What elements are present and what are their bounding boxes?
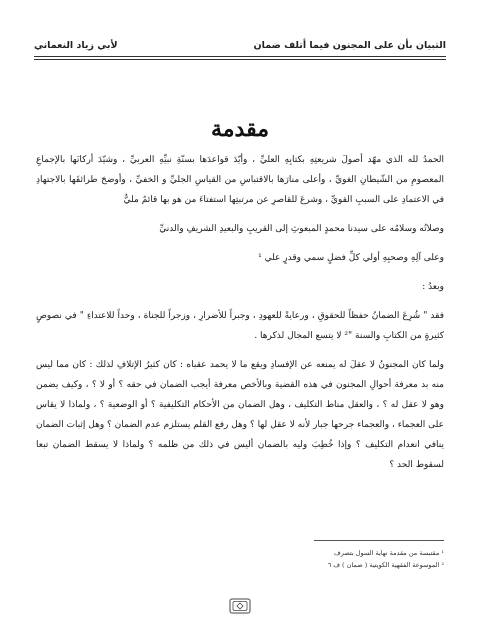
footnote-2: ² الموسوعة الفقهية الكويتية ( ضمان ) ف ٦ xyxy=(327,561,444,569)
paragraph-intro: فقد " شُرِعَ الضمانُ حفظاً للحقوقِ ، ورعايةً للعهودِ ، وجبراً للأضرارِ ، وزجراً للجناة ، وحداً للاعتداءِ " في نصوصٍ كثيرةٍ من الكتابِ والسنة "² لا يتسع المجال لذكرها . xyxy=(36,311,444,341)
document-body xyxy=(36,150,444,475)
page-header xyxy=(34,40,446,51)
footnote-1: ¹ مقتبسة من مقدمة نهاية السول بتصرف xyxy=(333,549,444,557)
section-title: مقدمة xyxy=(210,116,270,142)
paragraph-praise: الحمدُ لله الذي مهّد أصولَ شريعتِهِ بكتابِهِ العليِّ ، وأيّدَ قواعدَها بسنّةِ نبيِّهِ العربيِّ ، وشيّدَ أركانَها بالإجماعِ المعصومِ من الشّيطانِ الغويِّ ، وأعلى منارَها بالاقتباسِ من القياسِ الجليِّ و الخفيِّ ، وأوضحَ طرائقَها بالاجتهادِ في الاعتمادِ على السببِ القويِّ ، وشرعَ للقاصرِ عن مرتبتِها استفتاءَ من هو بها قائمٌ مليٌّ xyxy=(36,155,444,205)
header-rule xyxy=(34,56,446,57)
paragraph-problem: ولما كان المجنونُ لا عقلَ له يمنعه عن الإفسادِ ويقع ما لا يحمد عقباه : كان كثيرُ الإتلافِ لذلك : كان مما ليس منه بد معرفة أحوالِ المجنون في هذه القضية وبالأخص معرفة أيجب الضمان في حقه ؟ أو لا ؟ ، وكيف يضمن وهو لا عقل له ؟ ، والعقل مناط التكليف ، وهل الضمان من الأحكام التكليفية ؟ أو الوضعية ؟ ، ولماذا لا يقاس على العجماء ، والعجماء جرحها جبار لأنه لا عقل لها ؟ وهل رفع القلم يستلزم عدم الضمان ؟ وهل إثبات الضمان ينافي انعدام التكليف ؟ وإذا خُطِبَ وليه بالضمان أليس في ذلك من ظلمه ؟ ولماذا لا يسقط الضمان تبعا لسقوط الحد ؟ xyxy=(36,360,444,470)
paragraph-salutation: وصلاتُه وسلامُه على سيدنا محمدٍ المبعوثِ إلى القريبِ والبعيدِ الشريفِ والدنيِّ xyxy=(159,224,444,234)
header-book-title: التبيان بأن على المجنون فيما أتلف ضمان xyxy=(253,40,446,51)
paragraph-transition: وبعدُ : xyxy=(422,282,444,292)
page-ornament-icon xyxy=(229,598,251,614)
footnote-rule xyxy=(314,540,444,541)
header-rule-double xyxy=(34,59,446,60)
footnotes xyxy=(36,540,444,571)
header-author: لأبي زياد النعماني xyxy=(34,40,118,51)
paragraph-companions: وعلى آلِهِ وصحبِهِ أولي كلِّ فضلٍ سمي وقدرٍ علي ¹ xyxy=(258,253,444,263)
